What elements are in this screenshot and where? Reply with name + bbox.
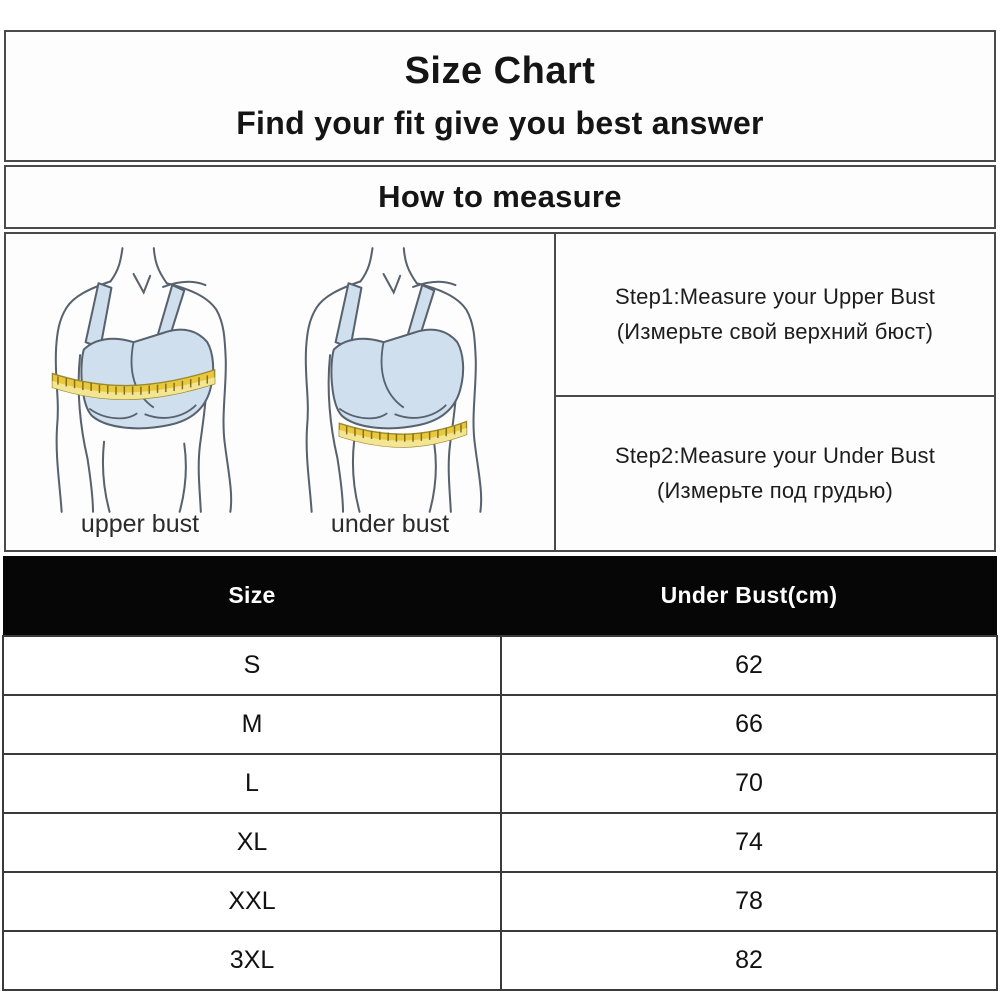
step-2	[556, 397, 994, 550]
how-to-measure-title: How to measure	[378, 179, 622, 214]
upper-bust-illustration-icon	[34, 246, 246, 514]
table-row	[3, 931, 997, 990]
value-cell: 78	[501, 872, 997, 931]
size-cell: XL	[3, 813, 501, 872]
how-to-measure-panel	[4, 165, 996, 229]
step-1-text-en: Step1:Measure your Upper Bust	[614, 284, 936, 310]
size-table	[2, 556, 998, 991]
table-row	[3, 636, 997, 695]
size-cell: 3XL	[3, 931, 501, 990]
value-cell: 82	[501, 931, 997, 990]
title-panel	[4, 30, 996, 162]
size-cell: XXL	[3, 872, 501, 931]
step-2-text-ru: (Измерьте под грудью)	[657, 478, 893, 504]
table-row	[3, 695, 997, 754]
size-cell: S	[3, 636, 501, 695]
table-row	[3, 754, 997, 813]
step-1	[556, 234, 994, 397]
under-bust-illustration-icon	[284, 246, 496, 514]
figure-label: upper bust	[80, 510, 200, 538]
value-cell: 62	[501, 636, 997, 695]
page-title: Size Chart	[404, 50, 596, 92]
table-header-size: Size	[3, 556, 501, 636]
value-cell: 66	[501, 695, 997, 754]
table-header-underbust: Under Bust(cm)	[501, 556, 997, 636]
under-bust-figure	[284, 246, 496, 539]
step-2-text-en: Step2:Measure your Under Bust	[614, 443, 936, 469]
size-cell: M	[3, 695, 501, 754]
figure-label: under bust	[330, 510, 450, 538]
table-row	[3, 872, 997, 931]
size-table-header-row	[3, 556, 997, 636]
page-subtitle: Find your fit give you best answer	[236, 105, 764, 141]
step-1-text-ru: (Измерьте свой верхний бюст)	[616, 319, 934, 345]
size-cell: L	[3, 754, 501, 813]
measure-figures	[6, 234, 556, 550]
table-row	[3, 813, 997, 872]
measure-section	[4, 232, 996, 552]
measure-steps	[556, 234, 994, 550]
upper-bust-figure	[34, 246, 246, 539]
value-cell: 74	[501, 813, 997, 872]
value-cell: 70	[501, 754, 997, 813]
